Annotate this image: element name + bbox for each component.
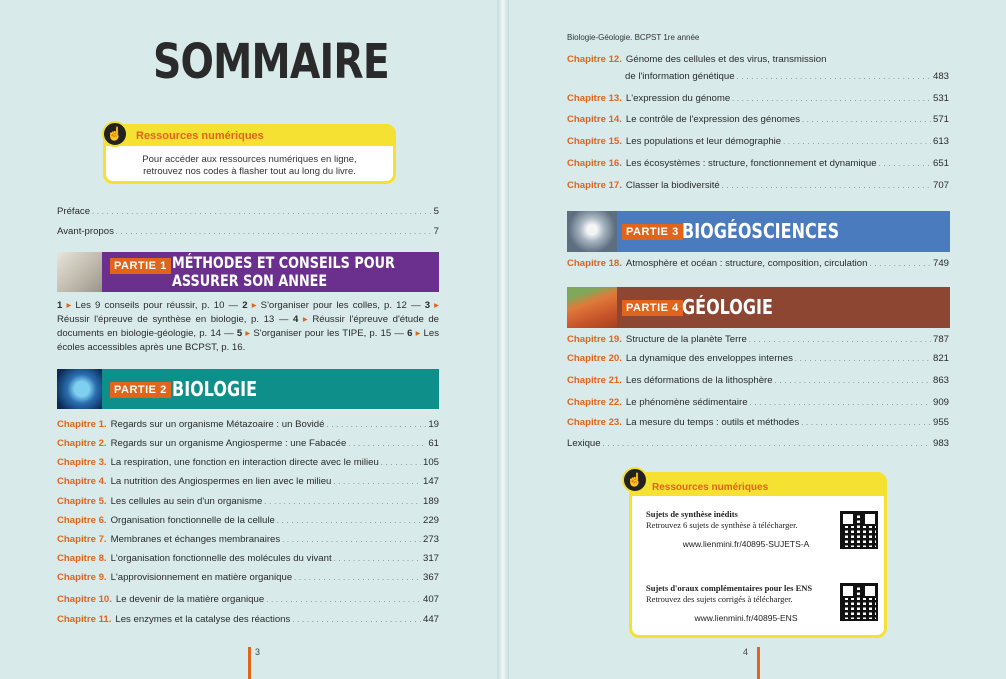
toc-entry-chapter-21[interactable]: Chapitre 21. Les déformations de la lithosphère . . . 863 — [567, 375, 949, 386]
part3-title: BIOGÉOSCIENCES — [682, 219, 840, 243]
resources-title: Ressources numériques — [136, 130, 264, 142]
toc-entry-lexique[interactable]: Lexique . . . 983 — [567, 438, 949, 449]
toc-entry-chapter-13[interactable]: Chapitre 13. L'expression du génome . . . 531 — [567, 93, 949, 104]
toc-entry-chapter-11[interactable]: Chapitre 11. Les enzymes et la catalyse des réactions . . . 447 — [57, 614, 439, 625]
toc-entry-chapter-16[interactable]: Chapitre 16. Les écosystèmes : structure, fonctionnement et dynamique . . . 651 — [567, 158, 949, 169]
book-gutter — [497, 0, 509, 679]
toc-entry-chapter-8[interactable]: Chapitre 8. L'organisation fonctionnelle des molécules du vivant . . . 317 — [57, 553, 439, 564]
left-page: SOMMAIRE Ressources numériques Pour accéder aux ressources numériques en ligne, retrouvez nos codes à flasher tout au long du livre. ☝ Préface . . . 5 Avant-propos . . . 7 PARTIE 1 MÉTHODES ET CONSEILS POUR ASSURER SON ANNEE 1 ▸ Les 9 conseils pour réussir, p. 10 — 2 ▸ S'organiser pour les colles, p. 12 — 3 ▸ Réussir l'épreuve de synthèse en biologie, p. 13 — 4 ▸ Réussir l'épreuve d'étude de documents en biologie-géologie, p. 14 — 5 ▸ S'organiser pour les TIPE, p. 15 — 6 ▸ Les écoles accessibles après une BCPST, p. 16. PARTIE 2 BIOLOGIE 3 Chapitre 1. Regards sur un organisme Métazoaire : un Bovidé . . . 19 Chapitre 2. Regards sur un organisme Angiosperme : une Fabacée . . . 61 Chapitre 3. La respiration, une fonction en interaction directe avec le milieu . . . 105 Chapitre 4. La nutrition des Angiospermes en lien avec le milieu . . . 147 Chapitre 5. Les cellules au sein d'un organisme . . . 189 Chapitre 6. Organisation fonctionnelle de la cellule . . . 229 Chapitre 7. Membranes et échanges membranaires . . . 273 Chapitre 8. L'organisation fonctionnelle des molécules du vivant . . . 317 Chapitre 9. L'approvisionnement en matière organique . . . 367 Chapitre 10. Le devenir de la matière organique . . . 407 Chapitre 11. Les enzymes et la catalyse des réactions . . . 447 — [0, 0, 497, 679]
running-header: Biologie-Géologie. BCPST 1re année — [567, 33, 700, 42]
part1-banner[interactable] — [57, 252, 439, 292]
toc-entry-chapter-23[interactable]: Chapitre 23. La mesure du temps : outils et méthodes . . . 955 — [567, 417, 949, 428]
part2-tag: PARTIE 2 — [110, 382, 171, 398]
digital-resources-box — [629, 472, 887, 638]
touch-icon: ☝ — [622, 467, 648, 493]
part4-tag: PARTIE 4 — [622, 300, 683, 316]
toc-entry-chapter-12[interactable]: Chapitre 12. Génome des cellules et des virus, transmission — [567, 54, 827, 65]
toc-entry-chapter-19[interactable]: Chapitre 19. Structure de la planète Terre . . . 787 — [567, 334, 949, 345]
toc-entry-chapter-2[interactable]: Chapitre 2. Regards sur un organisme Angiosperme : une Fabacée . . . 61 — [57, 438, 439, 449]
toc-entry-chapter-7[interactable]: Chapitre 7. Membranes et échanges membranaires . . . 273 — [57, 534, 439, 545]
part2-title: BIOLOGIE — [172, 377, 257, 401]
qr-code-synthese[interactable] — [840, 511, 878, 549]
part1-contents: 1 ▸ Les 9 conseils pour réussir, p. 10 — 2 ▸ S'organiser pour les colles, p. 12 — 3 ▸ Réussir l'épreuve de synthèse en biologie, p. 13 — 4 ▸ Réussir l'épreuve d'étude de documents en biologie-géologie, p. 14 — 5 ▸ S'organiser pour les TIPE, p. 15 — 6 ▸ Les écoles accessibles après une BCPST, p. 16. — [57, 300, 440, 353]
right-page: 4 — [509, 0, 1006, 679]
toc-entry-chapter-22[interactable]: Chapitre 22. Le phénomène sédimentaire . . . 909 — [567, 397, 949, 408]
part2-banner[interactable] — [57, 369, 439, 409]
resource-link-ens[interactable]: www.lienmini.fr/40895-ENS — [694, 613, 798, 623]
resource-item-ens: Sujets d'oraux complémentaires pour les ENS Retrouvez des sujets corrigés à télécharger. www.lienmini.fr/40895-ENS — [646, 583, 846, 624]
toc-entry-chapter-18[interactable]: Chapitre 18. Atmosphère et océan : structure, composition, circulation . . . 749 — [567, 258, 949, 269]
toc-entry-chapter-4[interactable]: Chapitre 4. La nutrition des Angiospermes en lien avec le milieu . . . 147 — [57, 476, 439, 487]
toc-entry-chapter-9[interactable]: Chapitre 9. L'approvisionnement en matière organique . . . 367 — [57, 572, 439, 583]
toc-entry-chapter-6[interactable]: Chapitre 6. Organisation fonctionnelle de la cellule . . . 229 — [57, 515, 439, 526]
touch-icon: ☝ — [102, 121, 128, 147]
toc-entry-avant-propos[interactable]: Avant-propos . . . 7 — [57, 226, 439, 237]
part4-image — [567, 287, 617, 328]
toc-entry-chapter-10[interactable]: Chapitre 10. Le devenir de la matière organique . . . 407 — [57, 594, 439, 605]
part4-title: GÉOLOGIE — [682, 295, 773, 319]
resources-text: Pour accéder aux ressources numériques en ligne, retrouvez nos codes à flasher tout au long du livre. — [142, 154, 357, 177]
resources-box — [103, 124, 396, 184]
toc-entry-chapter-12-cont[interactable]: de l'information génétique . . . 483 — [625, 71, 949, 82]
toc-entry-preface[interactable]: Préface . . . 5 — [57, 206, 439, 217]
toc-entry-chapter-1[interactable]: Chapitre 1. Regards sur un organisme Métazoaire : un Bovidé . . . 19 — [57, 419, 439, 430]
toc-entry-chapter-15[interactable]: Chapitre 15. Les populations et leur démographie . . . 613 — [567, 136, 949, 147]
toc-entry-chapter-17[interactable]: Chapitre 17. Classer la biodiversité . . . 707 — [567, 180, 949, 191]
part3-tag: PARTIE 3 — [622, 224, 683, 240]
digital-resources-title: Ressources numériques — [652, 482, 769, 493]
part3-banner[interactable] — [567, 211, 950, 252]
toc-entry-chapter-3[interactable]: Chapitre 3. La respiration, une fonction en interaction directe avec le milieu . . . 105 — [57, 457, 439, 468]
page-title: SOMMAIRE — [153, 34, 389, 90]
resource-item-synthese: Sujets de synthèse inédits Retrouvez 6 sujets de synthèse à télécharger. www.lienmini.fr/40895-SUJETS-A — [646, 509, 846, 550]
part4-banner[interactable] — [567, 287, 950, 328]
toc-entry-chapter-14[interactable]: Chapitre 14. Le contrôle de l'expression des génomes . . . 571 — [567, 114, 949, 125]
qr-code-ens[interactable] — [840, 583, 878, 621]
part1-title: MÉTHODES ET CONSEILS POUR ASSURER SON ANNEE — [172, 253, 395, 290]
resource-link-synthese[interactable]: www.lienmini.fr/40895-SUJETS-A — [682, 539, 810, 549]
toc-entry-chapter-20[interactable]: Chapitre 20. La dynamique des enveloppes internes . . . 821 — [567, 353, 949, 364]
toc-entry-chapter-5[interactable]: Chapitre 5. Les cellules au sein d'un organisme . . . 189 — [57, 496, 439, 507]
part1-tag: PARTIE 1 — [110, 258, 171, 274]
part3-image — [567, 211, 617, 252]
